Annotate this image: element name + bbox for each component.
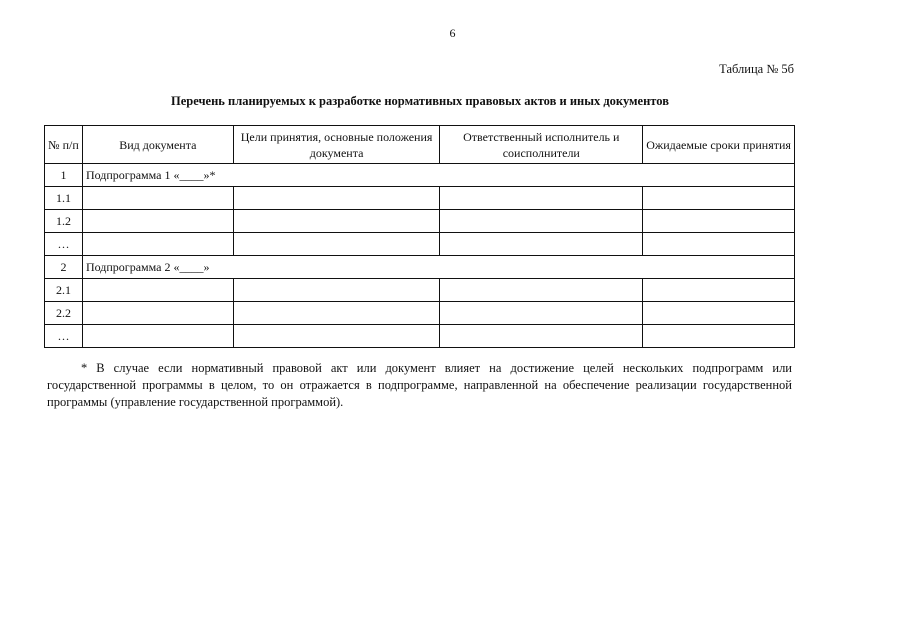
section-label: Подпрограмма 2 «____» [82, 256, 794, 279]
row-number: 2.1 [45, 279, 83, 302]
cell-goals [233, 210, 440, 233]
section-number: 1 [45, 164, 83, 187]
cell-deadlines [643, 187, 795, 210]
row-number: … [45, 233, 83, 256]
header-cell-document-type: Вид документа [82, 126, 233, 164]
page-number: 6 [449, 26, 456, 40]
row-number: 2.2 [45, 302, 83, 325]
header-cell-deadlines: Ожидаемые сроки принятия [643, 126, 795, 164]
section-number: 2 [45, 256, 83, 279]
cell-responsible [440, 302, 643, 325]
cell-goals [233, 302, 440, 325]
cell-responsible [440, 279, 643, 302]
cell-document-type [82, 279, 233, 302]
cell-document-type [82, 233, 233, 256]
cell-deadlines [643, 233, 795, 256]
cell-document-type [82, 302, 233, 325]
documents-table [44, 125, 795, 348]
table-header-row [45, 126, 795, 164]
table-row [45, 210, 795, 233]
cell-document-type [82, 187, 233, 210]
header-cell-responsible: Ответственный исполнитель и соисполнители [440, 126, 643, 164]
section-label: Подпрограмма 1 «____»* [82, 164, 794, 187]
table-row [45, 302, 795, 325]
row-number: 1.1 [45, 187, 83, 210]
cell-responsible [440, 325, 643, 348]
cell-goals [233, 187, 440, 210]
cell-deadlines [643, 279, 795, 302]
row-number: 1.2 [45, 210, 83, 233]
table-label: Таблица № 5б [719, 62, 794, 76]
cell-goals [233, 325, 440, 348]
row-number: … [45, 325, 83, 348]
table-row [45, 325, 795, 348]
cell-deadlines [643, 325, 795, 348]
table-row [45, 187, 795, 210]
section-row-subprogram-1 [45, 164, 795, 187]
cell-goals [233, 233, 440, 256]
table-row [45, 233, 795, 256]
footnote: * В случае если нормативный правовой акт или документ влияет на достижение целей нескольких подпрограмм или государственной программы в целом, то он отражается в подпрограмме, направленной на обеспечение реализации государственной программы (управление государственной программой). [47, 361, 792, 409]
cell-document-type [82, 325, 233, 348]
cell-deadlines [643, 210, 795, 233]
section-row-subprogram-2 [45, 256, 795, 279]
cell-document-type [82, 210, 233, 233]
header-cell-goals: Цели принятия, основные положения документа [233, 126, 440, 164]
cell-deadlines [643, 302, 795, 325]
cell-responsible [440, 210, 643, 233]
document-title: Перечень планируемых к разработке нормативных правовых актов и иных документов [171, 94, 669, 108]
table-row [45, 279, 795, 302]
cell-responsible [440, 233, 643, 256]
header-cell-number: № п/п [45, 126, 83, 164]
cell-responsible [440, 187, 643, 210]
cell-goals [233, 279, 440, 302]
